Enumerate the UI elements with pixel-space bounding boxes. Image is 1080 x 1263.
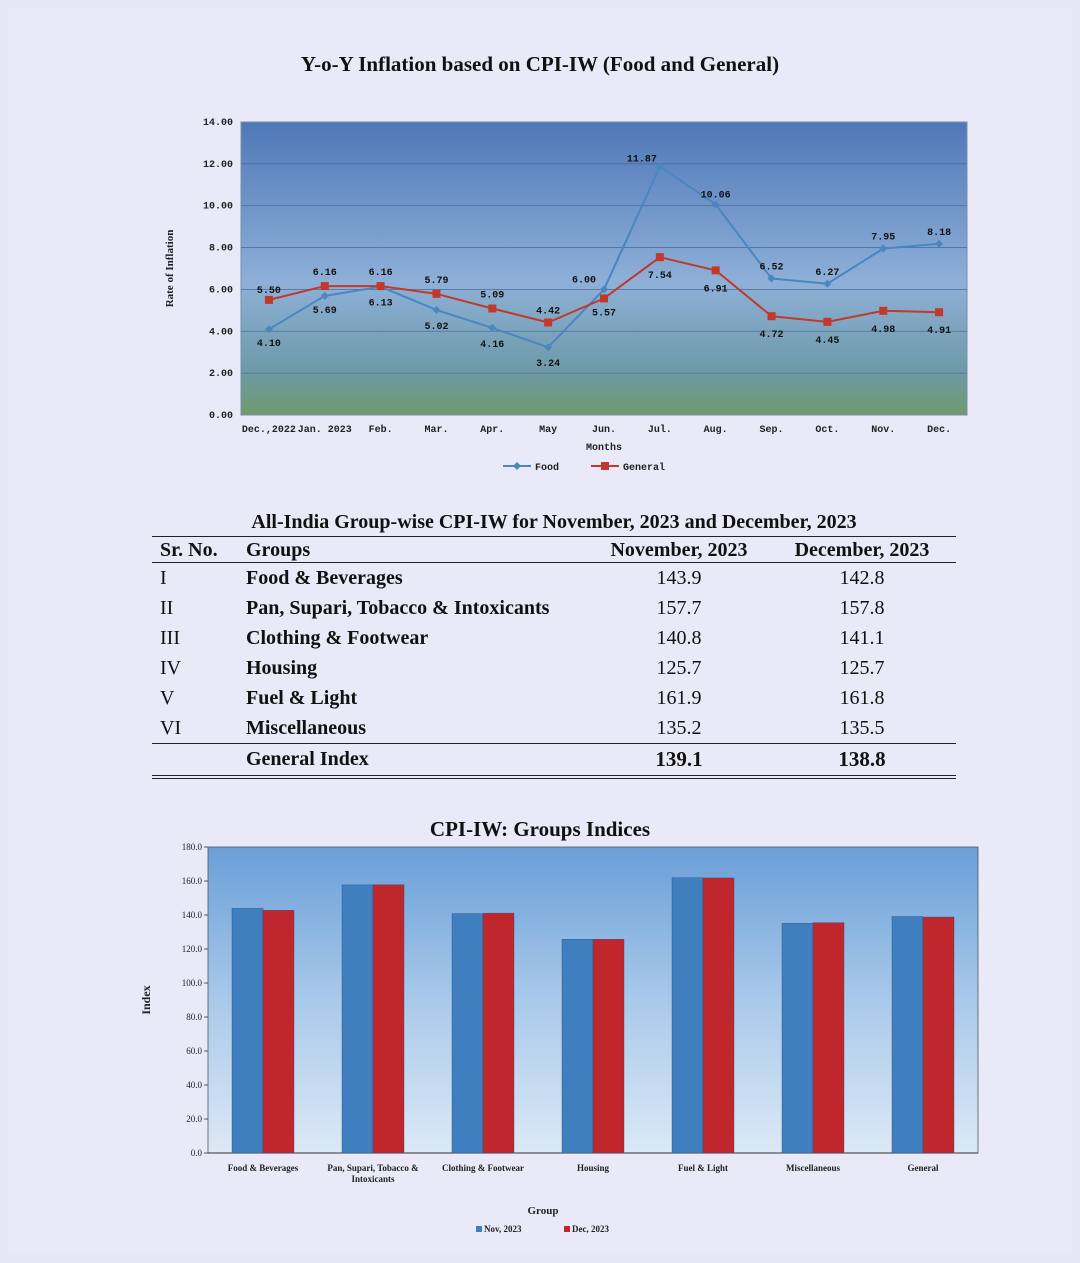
data-label: 7.95 (871, 232, 896, 244)
legend-dec-label: Dec, 2023 (572, 1224, 609, 1234)
general-point (544, 318, 552, 326)
data-label: 6.27 (815, 267, 840, 279)
cpi-table (152, 536, 956, 779)
x-tick-label: Jun. (591, 425, 617, 436)
y-tick-label: 0.0 (190, 1148, 202, 1158)
row-dec: 157.8 (839, 596, 885, 619)
bar-nov (672, 878, 703, 1153)
table-row (152, 683, 956, 713)
general-point (823, 318, 831, 326)
y-tick-label: 2.00 (208, 369, 233, 381)
general-point (879, 307, 887, 315)
y-axis-label: Rate of Inflation (164, 229, 176, 308)
legend-nov-label: Nov, 2023 (484, 1224, 522, 1234)
y-tick-label: 120.0 (181, 944, 202, 954)
groups-bar-chart (0, 838, 1080, 1248)
data-label: 5.79 (424, 275, 449, 287)
x-tick-label: Clothing & Footwear (442, 1163, 524, 1173)
y-tick-label: 10.00 (202, 201, 233, 213)
cpi-table-block (152, 511, 956, 779)
data-label: 10.06 (700, 190, 731, 202)
x-tick-label: Miscellaneous (786, 1163, 840, 1173)
row-sr: IV (160, 656, 182, 679)
bar-chart-title: CPI-IW: Groups Indices (429, 817, 651, 841)
general-point (656, 253, 664, 261)
data-label: 4.45 (815, 335, 840, 347)
legend-general-marker (601, 462, 609, 470)
bar-nov (892, 917, 923, 1153)
data-label: 5.57 (591, 308, 617, 320)
x-tick-label: Feb. (368, 425, 393, 436)
header-nov: November, 2023 (610, 539, 748, 561)
data-label: 6.16 (312, 268, 337, 280)
data-label: 5.50 (256, 285, 281, 297)
x-tick-label: Dec. (927, 425, 952, 436)
header-sr: Sr. No. (160, 539, 218, 561)
data-label: 6.00 (571, 275, 597, 287)
y-tick-label: 6.00 (208, 285, 233, 297)
x-tick-label: General (907, 1163, 939, 1173)
x-axis-label: Group (527, 1205, 559, 1217)
row-group: Miscellaneous (246, 716, 366, 739)
y-tick-label: 20.0 (186, 1114, 202, 1124)
total-sr-empty (152, 744, 242, 778)
row-sr: I (160, 566, 167, 589)
data-label: 6.13 (368, 298, 393, 310)
table-header-row (152, 537, 956, 563)
y-tick-label: 140.0 (181, 910, 202, 920)
bar-dec (373, 885, 404, 1153)
row-sr: V (160, 686, 175, 709)
bar-nov (232, 908, 263, 1153)
data-label: 5.09 (480, 290, 505, 302)
y-axis-label: Index (139, 985, 153, 1015)
bar-nov (342, 885, 373, 1153)
table-row (152, 593, 956, 623)
row-nov: 125.7 (656, 656, 702, 679)
y-tick-label: 0.00 (208, 411, 233, 422)
data-label: 7.54 (647, 271, 672, 283)
y-tick-label: 8.00 (208, 243, 233, 255)
general-point (488, 304, 496, 312)
data-label: 6.16 (368, 268, 393, 280)
legend-food-label: Food (535, 463, 560, 474)
data-label: 5.02 (424, 321, 449, 333)
bar-nov (452, 914, 483, 1153)
row-dec: 141.1 (839, 626, 885, 649)
total-group: General Index (246, 748, 369, 770)
row-sr: VI (160, 716, 182, 739)
y-tick-label: 40.0 (186, 1080, 202, 1090)
data-label: 6.52 (759, 262, 784, 274)
y-tick-label: 100.0 (181, 978, 202, 988)
bar-dec (703, 878, 734, 1153)
data-label: 11.87 (626, 154, 657, 166)
row-group: Clothing & Footwear (246, 626, 429, 649)
general-point (935, 308, 943, 316)
row-nov: 157.7 (656, 596, 702, 619)
inflation-line-chart (0, 100, 1080, 520)
data-label: 5.69 (312, 305, 337, 317)
header-dec: December, 2023 (794, 539, 930, 561)
x-tick-label: Jan. 2023 (297, 425, 352, 436)
general-point (712, 266, 720, 274)
bar-dec (483, 913, 514, 1153)
x-tick-label: Mar. (424, 425, 449, 436)
x-axis-label: Months (585, 443, 623, 454)
x-tick-label: Fuel & Light (677, 1163, 729, 1173)
general-point (321, 282, 329, 290)
bar-dec (263, 910, 294, 1153)
x-tick-label: Sep. (759, 425, 784, 436)
data-label: 4.16 (480, 339, 505, 351)
row-dec: 135.5 (839, 716, 885, 739)
y-tick-label: 180.0 (181, 842, 202, 852)
legend-general-label: General (623, 463, 666, 474)
row-group: Housing (246, 656, 318, 679)
general-point (600, 294, 608, 302)
row-group: Fuel & Light (246, 686, 358, 709)
total-nov: 139.1 (655, 747, 703, 771)
row-dec: 142.8 (839, 566, 885, 589)
x-tick-label: Oct. (815, 425, 840, 436)
row-nov: 143.9 (656, 566, 702, 589)
bar-dec (593, 939, 624, 1153)
row-sr: II (160, 596, 174, 619)
data-label: 4.91 (927, 326, 952, 338)
x-tick-label: Dec.,2022 (241, 425, 296, 436)
x-tick-label: Aug. (703, 425, 728, 436)
data-label: 8.18 (927, 227, 952, 239)
x-tick-label: Jul. (647, 425, 672, 436)
table-row (152, 653, 956, 683)
x-tick-label: Housing (576, 1163, 610, 1173)
data-label: 4.72 (759, 330, 784, 342)
legend-food-marker (513, 462, 521, 470)
row-sr: III (160, 626, 180, 649)
table-row (152, 623, 956, 653)
x-tick-label: Pan, Supari, Tobacco & (327, 1163, 419, 1173)
row-dec: 161.8 (839, 686, 885, 709)
row-nov: 161.9 (656, 686, 702, 709)
table-row (152, 713, 956, 744)
data-label: 3.24 (536, 359, 561, 371)
row-nov: 140.8 (656, 626, 702, 649)
x-tick-label: Nov. (871, 425, 896, 436)
y-tick-label: 4.00 (208, 327, 233, 339)
row-group: Pan, Supari, Tobacco & Intoxicants (246, 596, 550, 619)
x-tick-label: Intoxicants (351, 1174, 395, 1184)
legend-dec-swatch (564, 1226, 570, 1232)
table-total-row (152, 744, 956, 778)
y-tick-label: 160.0 (181, 876, 202, 886)
table-title: All-India Group-wise CPI-IW for November, 2023 and December, 2023 (251, 511, 857, 533)
table-row (152, 563, 956, 594)
bar-dec (923, 917, 954, 1153)
data-label: 4.42 (536, 306, 561, 318)
y-tick-label: 80.0 (186, 1012, 202, 1022)
plot-area (241, 122, 967, 415)
y-tick-label: 60.0 (186, 1046, 202, 1056)
bar-nov (782, 923, 813, 1153)
bar-dec (813, 923, 844, 1153)
x-tick-label: Food & Beverages (227, 1163, 299, 1173)
general-point (265, 296, 273, 304)
data-label: 4.98 (871, 324, 896, 336)
header-groups: Groups (246, 539, 311, 561)
line-chart-title: Y-o-Y Inflation based on CPI-IW (Food and General) (300, 52, 780, 76)
general-point (377, 282, 385, 290)
total-dec: 138.8 (838, 747, 886, 771)
y-tick-label: 14.00 (202, 118, 233, 129)
x-tick-label: May (539, 425, 558, 436)
bar-nov (562, 939, 593, 1153)
row-dec: 125.7 (839, 656, 885, 679)
data-label: 6.91 (703, 284, 728, 296)
x-tick-label: Apr. (480, 425, 505, 436)
y-tick-label: 12.00 (202, 159, 233, 171)
data-label: 4.10 (256, 339, 281, 351)
legend-nov-swatch (476, 1226, 482, 1232)
row-nov: 135.2 (656, 716, 702, 739)
general-point (432, 290, 440, 298)
row-group: Food & Beverages (246, 566, 403, 589)
general-point (768, 312, 776, 320)
